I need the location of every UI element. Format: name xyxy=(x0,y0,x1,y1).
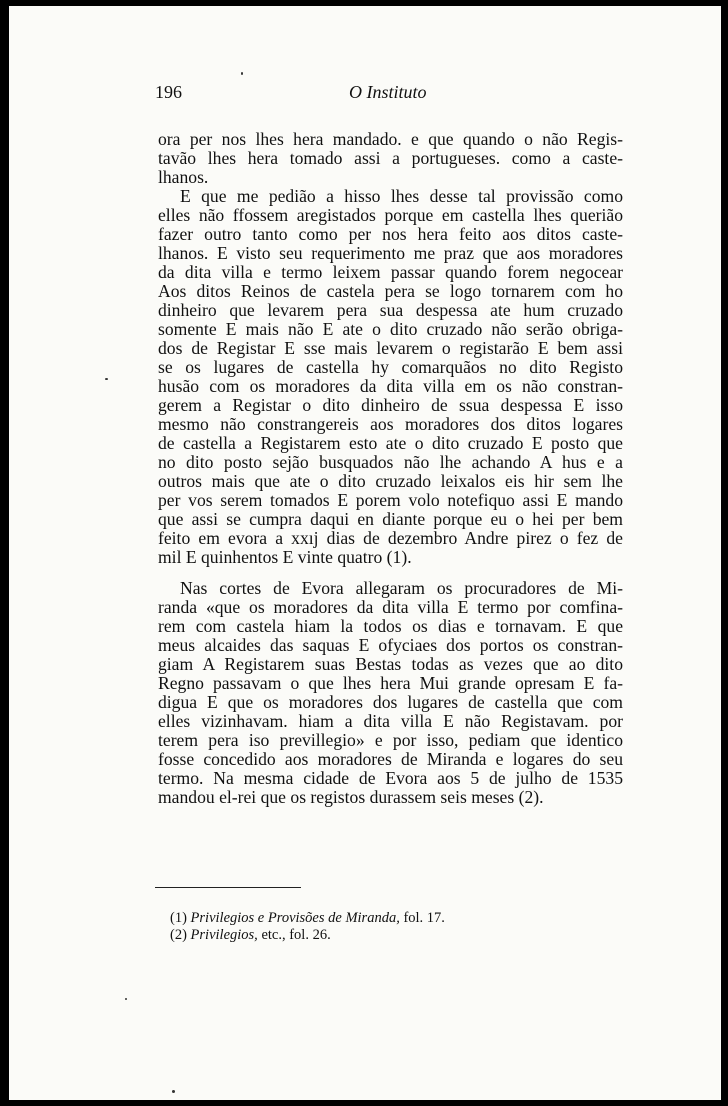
text-line: fazer outro tanto como per nos hera feito aos ditos caste- xyxy=(158,224,623,244)
text-line: termo. Na mesma cidade de Evora aos 5 de julho de 1535 xyxy=(158,768,623,788)
body-paragraph-1 xyxy=(158,130,623,567)
text-line: lhanos. E visto seu requerimento me praz que aos moradores xyxy=(158,243,623,263)
text-line: elles vizinhavam. hiam a dita villa E não Registavam. por xyxy=(158,711,623,731)
page-number: 196 xyxy=(155,82,182,102)
footnote-ref: etc., fol. 26. xyxy=(261,927,331,943)
text-line: rem com castela hiam la todos os dias e tornavam. E que xyxy=(158,616,623,636)
text-line: de castella a Registarem esto ate o dito cruzado E posto que xyxy=(158,433,623,453)
text-line: feito em evora a xxıj dias de dezembro Andre pirez o fez de xyxy=(158,528,623,548)
footnote-marker: (2) xyxy=(170,927,187,943)
text-line: dinheiro que levarem pera sua despessa ate hum cruzado xyxy=(158,300,623,320)
text-line: fosse concedido aos moradores de Miranda e logares do seu xyxy=(158,749,623,769)
footnote-ref: fol. 17. xyxy=(403,910,445,926)
text-line: da dita villa e termo leixem passar quando forem negocear xyxy=(158,262,623,282)
text-line: outros mais que ate o dito cruzado leixalos eis hir sem lhe xyxy=(158,471,623,491)
text-line: per vos serem tomados E porem volo notefiquo assi E mando xyxy=(158,490,623,510)
text-line: randa «que os moradores da dita villa E termo por comfina- xyxy=(158,597,623,617)
text-line: terem pera iso previllegio» e por isso, pediam que identico xyxy=(158,730,623,750)
text-line: no dito posto sejão busquados não lhe achando A hus e a xyxy=(158,452,623,472)
footnote-2 xyxy=(170,927,445,944)
footnote-marker: (1) xyxy=(170,910,187,926)
footnote-title: Privilegios e Provisões de Miranda, xyxy=(190,910,400,926)
scan-speck xyxy=(172,1090,175,1093)
text-line: Nas cortes de Evora allegaram os procuradores de Mi- xyxy=(180,578,623,598)
text-line: mesmo não constrangereis aos moradores dos ditos logares xyxy=(158,414,623,434)
footnote-divider xyxy=(155,887,301,888)
footnote-1 xyxy=(170,910,445,927)
text-line: que assi se cumpra daqui en diante porque eu o hei per bem xyxy=(158,509,623,529)
text-line: digua E que os moradores dos lugares de castella que com xyxy=(158,692,623,712)
text-line: Regno passavam o que lhes hera Mui grande opresam E fa- xyxy=(158,673,623,693)
footnote-title: Privilegios, xyxy=(190,927,258,943)
text-line: somente E mais não E ate o dito cruzado não serão obriga- xyxy=(158,319,623,339)
text-line: ora per nos lhes hera mandado. e que quando o não Regis- xyxy=(158,129,623,149)
text-line: Aos ditos Reinos de castela pera se logo tornarem com ho xyxy=(158,281,623,301)
document-page xyxy=(9,6,721,1100)
text-line: mandou el-rei que os registos durassem seis meses (2). xyxy=(158,787,544,807)
text-line: gerem a Registar o dito dinheiro de ssua despessa E isso xyxy=(158,395,623,415)
running-title: O Instituto xyxy=(349,82,427,102)
footnotes xyxy=(170,910,445,944)
scan-speck xyxy=(125,998,127,1000)
scan-speck xyxy=(241,72,243,75)
body-paragraph-2 xyxy=(158,579,623,807)
text-line: husão com os moradores da dita villa em os não constran- xyxy=(158,376,623,396)
text-line: dos de Registar E sse mais levarem o registarão E bem assi xyxy=(158,338,623,358)
text-line: meus alcaides das saquas E ofyciaes dos portos os constran- xyxy=(158,635,623,655)
text-line: tavão lhes hera tomado assi a portugueses. como a caste- xyxy=(158,148,623,168)
text-line: elles não ffossem aregistados porque em castella lhes querião xyxy=(158,205,623,225)
text-line: se os lugares de castella hy comarquãos no dito Registo xyxy=(158,357,623,377)
text-line: mil E quinhentos E vinte quatro (1). xyxy=(158,547,412,567)
text-line: E que me pedião a hisso lhes desse tal provissão como xyxy=(180,186,623,206)
text-line: lhanos. xyxy=(158,167,209,187)
scan-speck xyxy=(105,378,108,380)
text-line: giam A Registarem suas Bestas todas as vezes que ao dito xyxy=(158,654,623,674)
